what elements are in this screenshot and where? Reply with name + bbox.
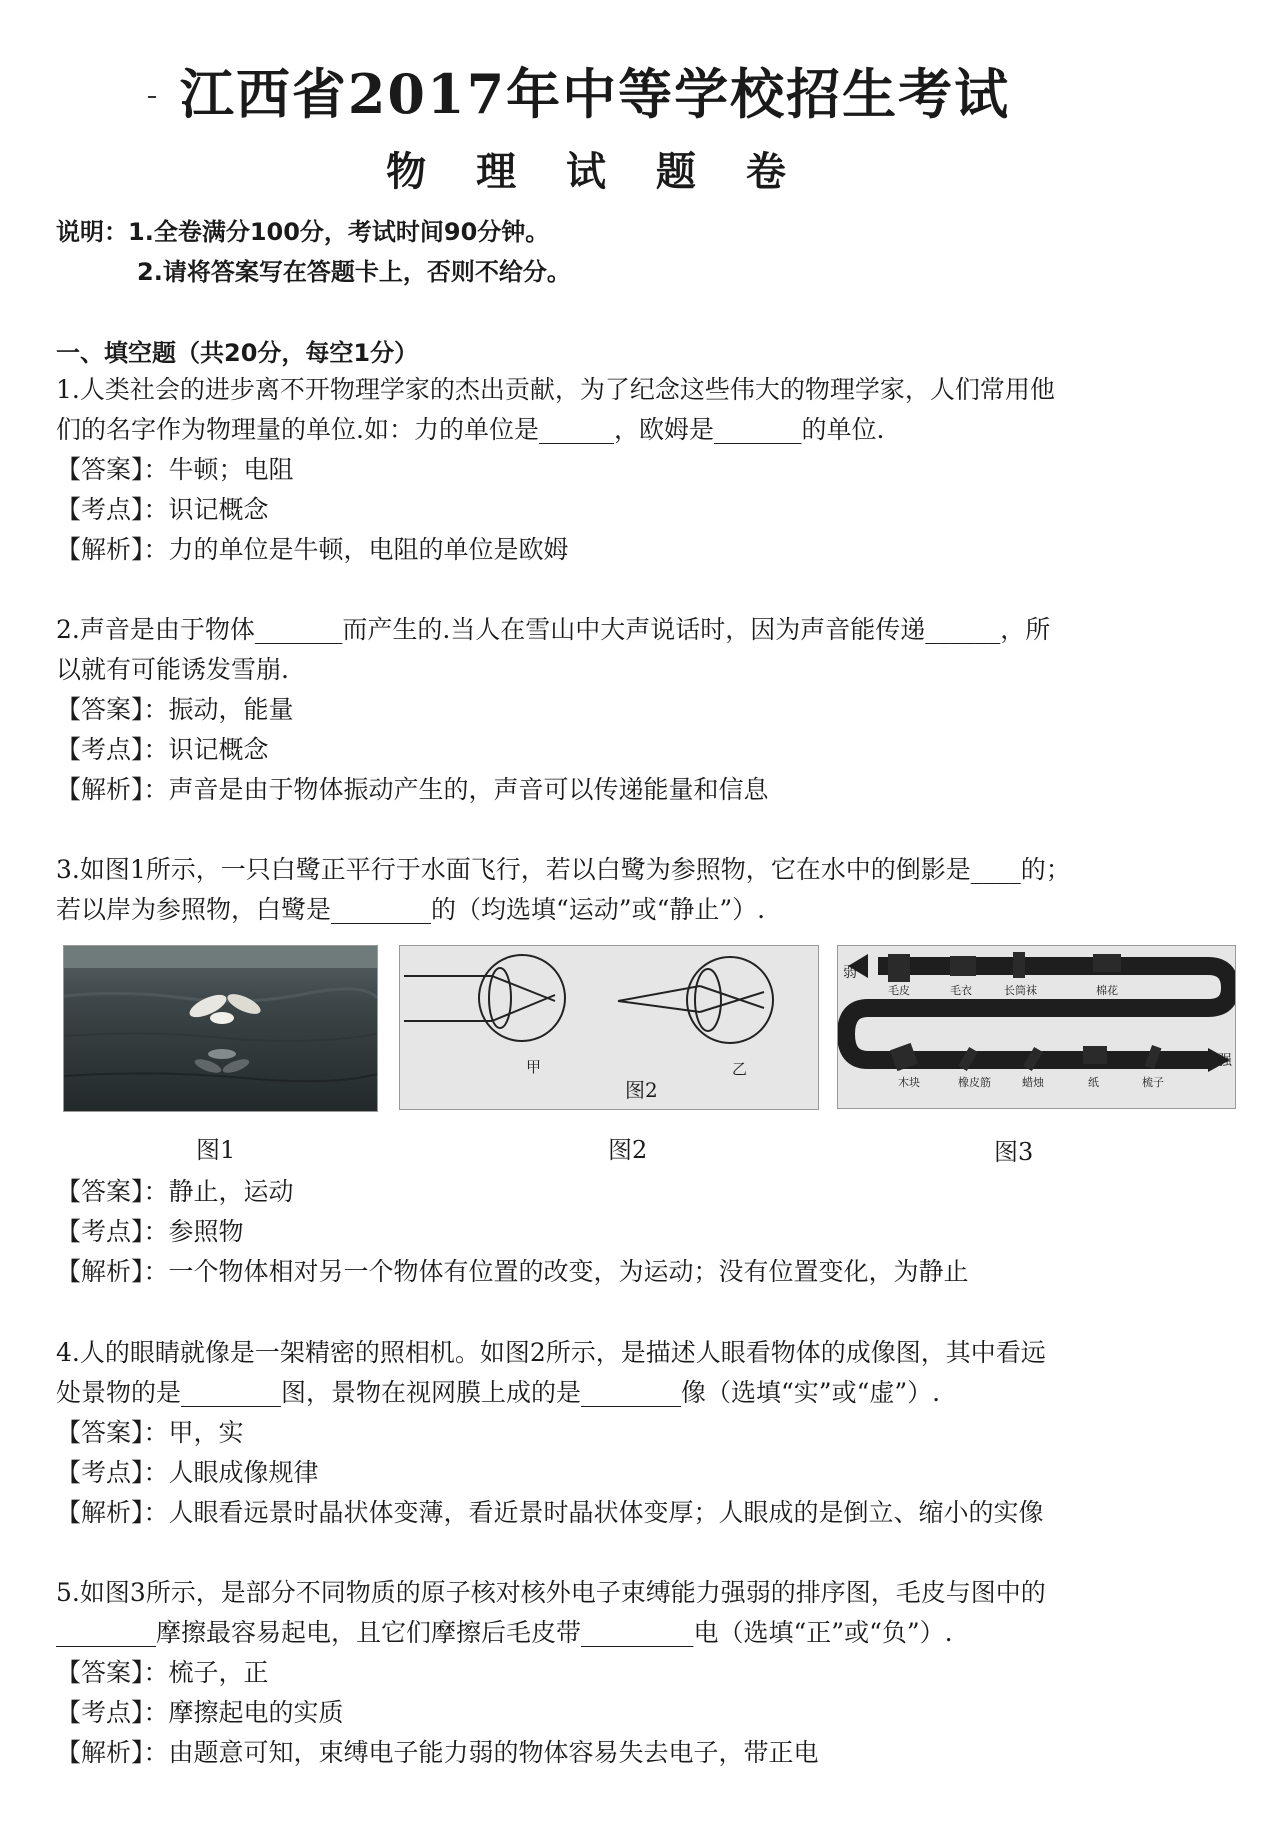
fig2-label-jia: 甲 [526, 1058, 542, 1076]
figure-2-caption: 图2 [608, 1136, 648, 1164]
answer-label: 【答案】： [56, 455, 169, 484]
figure-1-caption: 图1 [196, 1136, 236, 1164]
analysis-text: 力的单位是牛顿，电阻的单位是欧姆 [168, 535, 569, 564]
point-label: 【考点】： [56, 1217, 169, 1246]
answer-text: 牛顿；电阻 [168, 455, 294, 484]
question-line: 3.如图1所示，一只白鹭正平行于水面飞行，若以白鹭为参照物，它在水中的倒影是____的； [56, 855, 1071, 884]
section-heading: 一、填空题（共20分，每空1分） [56, 339, 419, 367]
answer-row [56, 450, 294, 490]
point-text: 人眼成像规律 [168, 1458, 319, 1487]
point-label: 【考点】： [56, 495, 169, 524]
point-text: 参照物 [168, 1217, 244, 1246]
exam-subtitle: 物 理 试 题 卷 [386, 149, 804, 195]
analysis-row [56, 1252, 969, 1292]
exam-title: 江西省2017年中等学校招生考试 [179, 62, 1011, 126]
point-label: 【考点】： [56, 735, 169, 764]
eye-diagram-drawing [400, 946, 818, 1109]
answer-text: 梳子，正 [168, 1658, 269, 1687]
analysis-row [56, 770, 769, 810]
fig3-item: 蜡烛 [1022, 1076, 1044, 1089]
answer-row [56, 1653, 269, 1693]
analysis-label: 【解析】： [56, 1738, 169, 1767]
answer-row [56, 1172, 294, 1212]
analysis-row [56, 1733, 819, 1773]
point-text: 识记概念 [168, 495, 269, 524]
question-line: 2.声音是由于物体_______而产生的.当人在雪山中大声说话时，因为声音能传递______，所 [56, 615, 1051, 644]
question-1 [56, 370, 1136, 450]
fig3-strong-label: 强 [1218, 1053, 1232, 1069]
answer-label: 【答案】： [56, 1418, 169, 1447]
analysis-label: 【解析】： [56, 1498, 169, 1527]
answer-text: 振动，能量 [168, 695, 294, 724]
figure-1-egret-photo [63, 945, 378, 1112]
fig3-weak-label: 弱 [843, 965, 857, 981]
answer-text: 静止，运动 [168, 1177, 294, 1206]
point-row [56, 490, 269, 530]
point-row [56, 1693, 344, 1733]
question-line: 4.人的眼睛就像是一架精密的照相机。如图2所示，是描述人眼看物体的成像图，其中看远 [56, 1338, 1046, 1367]
analysis-text: 声音是由于物体振动产生的，声音可以传递能量和信息 [168, 775, 769, 804]
point-text: 摩擦起电的实质 [168, 1698, 344, 1727]
question-3 [56, 850, 1136, 930]
analysis-row [56, 530, 569, 570]
question-line: 处景物的是________图，景物在视网膜上成的是________像（选填“实”或“虚”）. [56, 1378, 941, 1407]
answer-label: 【答案】： [56, 1658, 169, 1687]
analysis-label: 【解析】： [56, 775, 169, 804]
fig2-inner-caption: 图2 [625, 1078, 658, 1102]
fig3-item: 木块 [898, 1076, 920, 1089]
answer-row [56, 690, 294, 730]
question-line: 5.如图3所示，是部分不同物质的原子核对核外电子束缚能力强弱的排序图，毛皮与图中的 [56, 1578, 1046, 1607]
analysis-text: 一个物体相对另一个物体有位置的改变，为运动；没有位置变化，为静止 [168, 1257, 969, 1286]
answer-row [56, 1413, 244, 1453]
figure-3-caption: 图3 [994, 1138, 1034, 1166]
analysis-text: 由题意可知，束缚电子能力弱的物体容易失去电子，带正电 [168, 1738, 819, 1767]
instruction-1: 说明：1.全卷满分100分，考试时间90分钟。 [56, 218, 550, 246]
fig3-item: 毛衣 [950, 984, 972, 997]
figure-2-eye-diagram [399, 945, 819, 1110]
answer-text: 甲，实 [168, 1418, 244, 1447]
analysis-row [56, 1493, 1044, 1533]
question-line: 以就有可能诱发雪崩. [56, 655, 289, 684]
fig3-item: 梳子 [1142, 1076, 1164, 1089]
question-line: 们的名字作为物理量的单位.如：力的单位是______，欧姆是_______的单位. [56, 415, 885, 444]
question-4 [56, 1333, 1136, 1413]
point-row [56, 1453, 319, 1493]
fig3-item: 纸 [1088, 1076, 1099, 1089]
analysis-text: 人眼看远景时晶状体变薄，看近景时晶状体变厚；人眼成的是倒立、缩小的实像 [168, 1498, 1044, 1527]
question-line: 1.人类社会的进步离不开物理学家的杰出贡献，为了纪念这些伟大的物理学家，人们常用他 [56, 375, 1055, 404]
fig3-item: 毛皮 [888, 984, 910, 997]
question-2 [56, 610, 1136, 690]
point-text: 识记概念 [168, 735, 269, 764]
question-line: 若以岸为参照物，白鹭是________的（均选填“运动”或“静止”）. [56, 895, 766, 924]
instruction-2: 2.请将答案写在答题卡上，否则不给分。 [137, 258, 571, 286]
fig3-item: 棉花 [1096, 984, 1118, 997]
answer-label: 【答案】： [56, 1177, 169, 1206]
point-label: 【考点】： [56, 1698, 169, 1727]
egret-photo-drawing [64, 946, 377, 1111]
figure-3-electron-binding [837, 945, 1236, 1109]
analysis-label: 【解析】： [56, 535, 169, 564]
point-label: 【考点】： [56, 1458, 169, 1487]
fig2-label-yi: 乙 [732, 1060, 748, 1078]
question-5 [56, 1573, 1136, 1653]
analysis-label: 【解析】： [56, 1257, 169, 1286]
point-row [56, 1212, 244, 1252]
question-line: ________摩擦最容易起电，且它们摩擦后毛皮带_________电（选填“正”或“负”）. [56, 1618, 953, 1647]
point-row [56, 730, 269, 770]
fig3-item: 长筒袜 [1004, 984, 1037, 997]
fig3-item: 橡皮筋 [958, 1076, 991, 1089]
answer-label: 【答案】： [56, 695, 169, 724]
